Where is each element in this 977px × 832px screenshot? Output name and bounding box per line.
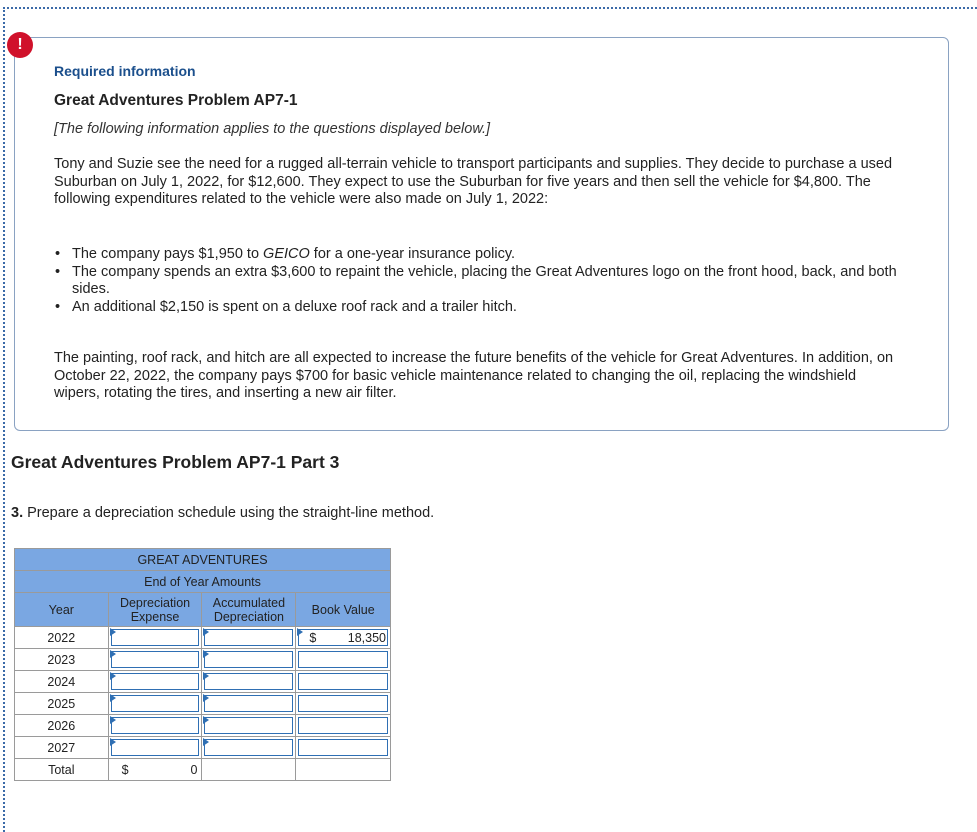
- total-depreciation-expense: $ 0: [108, 759, 202, 781]
- book-value-input[interactable]: [296, 715, 391, 737]
- problem-title: Great Adventures Problem AP7-1: [54, 92, 298, 109]
- depreciation-expense-input[interactable]: [108, 693, 202, 715]
- accumulated-depreciation-input[interactable]: [202, 627, 296, 649]
- book-value-input[interactable]: [296, 737, 391, 759]
- year-cell: 2026: [15, 715, 109, 737]
- table-row: [15, 627, 391, 649]
- book-value-input[interactable]: [296, 649, 391, 671]
- required-info-heading: Required information: [54, 63, 196, 79]
- table-row: [15, 671, 391, 693]
- accumulated-depreciation-input[interactable]: [202, 715, 296, 737]
- book-value-input[interactable]: [296, 671, 391, 693]
- scenario-paragraph-1: Tony and Suzie see the need for a rugged all-terrain vehicle to transport participants and supplies. They decide to purchase a used Suburban on July 1, 2022, for $12,600. They expect to use the Suburban for five years and then sell the vehicle for $4,800. The following expenditures related to the vehicle were also made on July 1, 2022:: [54, 156, 893, 207]
- book-value-input[interactable]: [296, 693, 391, 715]
- question-text: 3. Prepare a depreciation schedule using the straight-line method.: [11, 505, 435, 521]
- year-cell: 2024: [15, 671, 109, 693]
- year-cell: 2023: [15, 649, 109, 671]
- year-cell: 2027: [15, 737, 109, 759]
- col-header-depreciation-expense: Depreciation Expense: [108, 593, 202, 627]
- year-cell: 2025: [15, 693, 109, 715]
- part-title: Great Adventures Problem AP7-1 Part 3: [11, 452, 340, 472]
- list-item: • An additional $2,150 is spent on a deluxe roof rack and a trailer hitch.: [72, 299, 912, 317]
- depreciation-expense-input[interactable]: [108, 649, 202, 671]
- col-header-accumulated-depreciation: Accumulated Depreciation: [202, 593, 296, 627]
- accumulated-depreciation-input[interactable]: [202, 693, 296, 715]
- total-empty-cell: [202, 759, 296, 781]
- depreciation-expense-input[interactable]: [108, 671, 202, 693]
- subtitle-header: End of Year Amounts: [15, 571, 391, 593]
- table-header-row: [15, 549, 391, 571]
- company-header: GREAT ADVENTURES: [15, 549, 391, 571]
- accumulated-depreciation-input[interactable]: [202, 649, 296, 671]
- accumulated-depreciation-input[interactable]: [202, 737, 296, 759]
- table-row: [15, 737, 391, 759]
- depreciation-schedule-table: [14, 548, 391, 781]
- frame-top-border: [3, 7, 977, 9]
- alert-icon: !: [7, 32, 33, 58]
- frame-left-border: [3, 7, 5, 832]
- total-row: [15, 759, 391, 781]
- depreciation-expense-input[interactable]: [108, 715, 202, 737]
- applies-note: [The following information applies to the questions displayed below.]: [54, 121, 491, 137]
- list-item: • The company spends an extra $3,600 to repaint the vehicle, placing the Great Adventures logo on the front hood, back, and both sides.: [72, 264, 912, 299]
- table-header-row: [15, 571, 391, 593]
- total-label: Total: [15, 759, 109, 781]
- col-header-year: Year: [15, 593, 109, 627]
- book-value-input[interactable]: $ 18,350: [296, 627, 391, 649]
- total-empty-cell: [296, 759, 391, 781]
- depreciation-expense-input[interactable]: [108, 627, 202, 649]
- column-header-row: [15, 593, 391, 627]
- expenditure-list: [54, 246, 912, 316]
- accumulated-depreciation-input[interactable]: [202, 671, 296, 693]
- list-item: • The company pays $1,950 to GEICO for a one-year insurance policy.: [72, 246, 912, 264]
- table-row: [15, 693, 391, 715]
- table-row: [15, 715, 391, 737]
- depreciation-expense-input[interactable]: [108, 737, 202, 759]
- scenario-paragraph-2: The painting, roof rack, and hitch are all expected to increase the future benefits of the vehicle for Great Adventures. In addition, on October 22, 2022, the company pays $700 for basic vehicle maintenance related to changing the oil, replacing the windshield wipers, rotating the tires, and inserting a new air filter.: [54, 350, 894, 401]
- table-row: [15, 649, 391, 671]
- col-header-book-value: Book Value: [296, 593, 391, 627]
- year-cell: 2022: [15, 627, 109, 649]
